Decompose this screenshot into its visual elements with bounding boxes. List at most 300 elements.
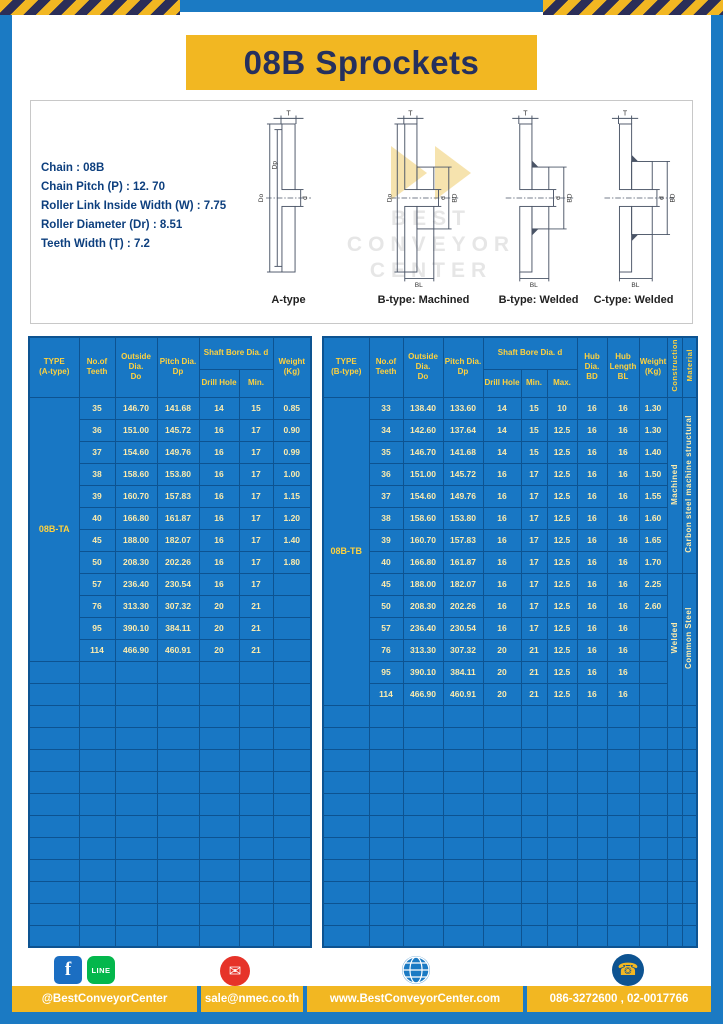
table-row	[29, 683, 311, 705]
cell	[115, 859, 157, 881]
email-icon: ✉	[220, 956, 250, 986]
cell: 16	[577, 397, 607, 419]
social-handle: @BestConveyorCenter	[41, 993, 168, 1005]
cell	[79, 793, 115, 815]
diagram-a-type	[236, 109, 341, 306]
cell	[79, 925, 115, 947]
table-row	[29, 815, 311, 837]
cell: 45	[79, 529, 115, 551]
cell	[199, 837, 239, 859]
col-header-max: Max.	[547, 369, 577, 397]
cell	[639, 705, 667, 727]
cell	[639, 727, 667, 749]
cell: 202.26	[443, 595, 483, 617]
cell	[157, 771, 199, 793]
cell: 08B-TB	[323, 397, 369, 705]
table-row	[323, 881, 697, 903]
table-row	[323, 463, 697, 485]
dim-label-do: Do	[258, 193, 266, 203]
cell	[639, 661, 667, 683]
cell	[667, 903, 682, 925]
cell: 1.60	[639, 507, 667, 529]
cell	[667, 705, 682, 727]
cell: 17	[521, 573, 547, 595]
table-row	[29, 771, 311, 793]
cell: 50	[79, 551, 115, 573]
page-body	[12, 12, 711, 1012]
dim-label-do: Do	[386, 193, 394, 203]
cell	[682, 705, 697, 727]
cell	[273, 573, 311, 595]
cell: 0.85	[273, 397, 311, 419]
cell	[443, 925, 483, 947]
cell: 12.5	[547, 551, 577, 573]
cell: 16	[607, 573, 639, 595]
cell: 16	[607, 551, 639, 573]
cell: 17	[521, 617, 547, 639]
spec-line: Chain Pitch (P) : 12. 70	[41, 181, 165, 193]
cell: 1.00	[273, 463, 311, 485]
cell	[369, 903, 403, 925]
cell	[577, 859, 607, 881]
table-row	[323, 639, 697, 661]
table-row	[323, 617, 697, 639]
cell	[607, 705, 639, 727]
cell	[443, 771, 483, 793]
dim-label-dp: Dp	[271, 161, 279, 170]
cell: 2.25	[639, 573, 667, 595]
spec-line: Roller Link Inside Width (W) : 7.75	[41, 200, 227, 212]
cell	[403, 925, 443, 947]
cell: 384.11	[157, 617, 199, 639]
cell: 16	[577, 573, 607, 595]
cell: 137.64	[443, 419, 483, 441]
cell	[403, 705, 443, 727]
cell: 151.00	[403, 463, 443, 485]
website-link[interactable]: www.BestConveyorCenter.com	[329, 993, 501, 1005]
cell	[157, 661, 199, 683]
cell	[483, 705, 521, 727]
cell	[682, 881, 697, 903]
cell	[547, 837, 577, 859]
cell: 149.76	[157, 441, 199, 463]
cell	[547, 771, 577, 793]
cell	[239, 815, 273, 837]
cell	[29, 749, 79, 771]
table-row	[323, 837, 697, 859]
cell: 1.40	[639, 441, 667, 463]
cell: 16	[577, 507, 607, 529]
cell: 16	[607, 397, 639, 419]
email-link[interactable]: sale@nmec.co.th	[204, 993, 300, 1005]
table-row	[323, 551, 697, 573]
cell	[667, 925, 682, 947]
line-app-icon: LINE	[87, 956, 115, 984]
cell	[239, 683, 273, 705]
cell	[547, 881, 577, 903]
cell	[199, 793, 239, 815]
cell: 149.76	[443, 485, 483, 507]
cell: 17	[239, 463, 273, 485]
diagram-caption: A-type	[271, 294, 306, 306]
cell: 12.5	[547, 529, 577, 551]
cell	[443, 705, 483, 727]
cell: 460.91	[443, 683, 483, 705]
cell	[521, 859, 547, 881]
cell: 16	[483, 617, 521, 639]
cell: 16	[577, 419, 607, 441]
cell: 16	[607, 639, 639, 661]
cell	[521, 925, 547, 947]
cell	[639, 925, 667, 947]
cell	[239, 925, 273, 947]
cell: 146.70	[115, 397, 157, 419]
cell: 188.00	[115, 529, 157, 551]
cell	[273, 881, 311, 903]
cell	[239, 705, 273, 727]
cell: 38	[369, 507, 403, 529]
cell: 390.10	[403, 661, 443, 683]
cell: 1.65	[639, 529, 667, 551]
cell	[369, 815, 403, 837]
col-header-hub-length: Hub Length BL	[607, 337, 639, 397]
cell	[607, 815, 639, 837]
footer-website-segment	[307, 986, 523, 1012]
cell: 35	[369, 441, 403, 463]
cell	[199, 683, 239, 705]
diagram-c-type-welded	[581, 109, 686, 306]
cell: 313.30	[115, 595, 157, 617]
cell	[157, 925, 199, 947]
cell	[323, 793, 369, 815]
cell: 12.5	[547, 617, 577, 639]
cell: 16	[483, 595, 521, 617]
cell: 20	[199, 617, 239, 639]
col-header-construction: Construction	[667, 337, 682, 397]
cell: 390.10	[115, 617, 157, 639]
table-row	[29, 793, 311, 815]
cell: 16	[483, 463, 521, 485]
cell	[607, 859, 639, 881]
diagram-b-type-machined	[371, 109, 476, 306]
title-banner	[186, 35, 537, 90]
diagram-caption: C-type: Welded	[593, 294, 674, 306]
cell: 182.07	[157, 529, 199, 551]
cell	[273, 749, 311, 771]
cell: 1.80	[273, 551, 311, 573]
table-row	[323, 595, 697, 617]
cell	[273, 793, 311, 815]
cell	[115, 925, 157, 947]
cell: 15	[521, 441, 547, 463]
cell	[273, 639, 311, 661]
cell: 12.5	[547, 639, 577, 661]
cell	[239, 903, 273, 925]
cell: 76	[369, 639, 403, 661]
cell: Common Steel	[682, 573, 697, 705]
watermark-text-line: CENTER	[369, 259, 493, 282]
cell: 16	[199, 573, 239, 595]
table-row	[29, 749, 311, 771]
table-row	[29, 903, 311, 925]
table-row	[323, 815, 697, 837]
cell	[577, 837, 607, 859]
cell: 15	[521, 419, 547, 441]
cell	[443, 859, 483, 881]
cell: 50	[369, 595, 403, 617]
cell	[682, 727, 697, 749]
cell: 16	[577, 485, 607, 507]
diagram-panel	[30, 100, 693, 324]
cell	[29, 925, 79, 947]
cell	[157, 815, 199, 837]
cell	[577, 815, 607, 837]
cell	[667, 793, 682, 815]
cell: 37	[369, 485, 403, 507]
cell	[323, 815, 369, 837]
table-row	[323, 705, 697, 727]
cell: 17	[521, 463, 547, 485]
spec-line: Teeth Width (T) : 7.2	[41, 238, 150, 250]
col-header-min: Min.	[521, 369, 547, 397]
cell	[239, 727, 273, 749]
cell: 16	[577, 617, 607, 639]
cell	[199, 925, 239, 947]
col-header-type: TYPE (A-type)	[29, 337, 79, 397]
cell	[639, 815, 667, 837]
cell	[199, 903, 239, 925]
table-row	[323, 529, 697, 551]
cell	[115, 727, 157, 749]
cell: 157.83	[443, 529, 483, 551]
table-row	[29, 881, 311, 903]
cell: 16	[607, 463, 639, 485]
cell: 1.30	[639, 397, 667, 419]
cell	[323, 903, 369, 925]
cell	[239, 859, 273, 881]
cell	[273, 617, 311, 639]
cell: 307.32	[157, 595, 199, 617]
cell: 236.40	[403, 617, 443, 639]
cell	[443, 881, 483, 903]
table-row	[323, 793, 697, 815]
cell	[607, 793, 639, 815]
cell: 16	[577, 551, 607, 573]
cell	[577, 925, 607, 947]
globe-icon	[400, 954, 432, 986]
cell	[273, 661, 311, 683]
cell: 16	[199, 441, 239, 463]
cell: 16	[577, 441, 607, 463]
cell	[403, 771, 443, 793]
cell	[483, 793, 521, 815]
col-header-outside-dia: Outside Dia. Do	[403, 337, 443, 397]
cell: 34	[369, 419, 403, 441]
col-header-weight: Weight (Kg)	[639, 337, 667, 397]
cell	[607, 881, 639, 903]
cell	[403, 793, 443, 815]
cell	[29, 859, 79, 881]
cell	[369, 771, 403, 793]
dim-label-d: d	[302, 196, 310, 200]
cell	[239, 793, 273, 815]
cell	[547, 705, 577, 727]
cell: 16	[607, 617, 639, 639]
cell: 202.26	[157, 551, 199, 573]
cell: 16	[577, 529, 607, 551]
cell: 307.32	[443, 639, 483, 661]
cell: 39	[79, 485, 115, 507]
col-header-pitch-dia: Pitch Dia. Dp	[443, 337, 483, 397]
watermark-text-line: BEST	[390, 207, 471, 230]
dim-label-bd: BD	[669, 193, 677, 203]
table-b	[322, 336, 698, 948]
cell: 16	[607, 661, 639, 683]
cell: 17	[239, 507, 273, 529]
cell: 40	[369, 551, 403, 573]
cell	[521, 815, 547, 837]
cell	[79, 903, 115, 925]
cell: 12.5	[547, 463, 577, 485]
cell	[79, 771, 115, 793]
cell	[115, 881, 157, 903]
cell: 17	[239, 485, 273, 507]
cell: 21	[521, 683, 547, 705]
cell: 14	[483, 441, 521, 463]
cell: 17	[521, 485, 547, 507]
table-row	[323, 749, 697, 771]
cell	[273, 595, 311, 617]
cell: 45	[369, 573, 403, 595]
cell: 40	[79, 507, 115, 529]
cell	[273, 727, 311, 749]
col-header-shaft-bore: Shaft Bore Dia. d	[483, 337, 577, 369]
cell	[239, 771, 273, 793]
cell	[79, 661, 115, 683]
dim-label-d: d	[555, 196, 563, 200]
cell	[577, 771, 607, 793]
cell: 16	[199, 551, 239, 573]
cell: 12.5	[547, 573, 577, 595]
cell: 146.70	[403, 441, 443, 463]
cell	[29, 683, 79, 705]
cell: 16	[199, 485, 239, 507]
cell	[483, 815, 521, 837]
table-row	[323, 507, 697, 529]
cell	[443, 837, 483, 859]
cell: 12.5	[547, 507, 577, 529]
table-row	[323, 771, 697, 793]
table-row	[323, 925, 697, 947]
cell	[483, 925, 521, 947]
cell: 21	[239, 639, 273, 661]
cell: 153.80	[157, 463, 199, 485]
cell	[547, 925, 577, 947]
table-a-header	[29, 337, 311, 397]
cell: 0.90	[273, 419, 311, 441]
cell: 114	[369, 683, 403, 705]
cell	[682, 793, 697, 815]
cell	[239, 837, 273, 859]
cell: 208.30	[115, 551, 157, 573]
table-row	[323, 661, 697, 683]
dim-label-t: T	[622, 110, 628, 118]
col-header-teeth: No.of Teeth	[79, 337, 115, 397]
cell	[483, 727, 521, 749]
cell	[157, 793, 199, 815]
cell: 182.07	[443, 573, 483, 595]
cell: 08B-TA	[29, 397, 79, 661]
cell	[483, 749, 521, 771]
cell	[682, 837, 697, 859]
cell	[29, 903, 79, 925]
cell: 37	[79, 441, 115, 463]
cell	[239, 661, 273, 683]
cell	[323, 749, 369, 771]
footer-email-segment	[201, 986, 303, 1012]
cell: 2.60	[639, 595, 667, 617]
cell	[199, 881, 239, 903]
cell: 16	[483, 551, 521, 573]
cell	[29, 837, 79, 859]
table-b-header	[323, 337, 697, 397]
cell	[682, 749, 697, 771]
cell: 158.60	[403, 507, 443, 529]
diagram-b-type-welded	[486, 109, 591, 306]
cell	[369, 727, 403, 749]
cell: Machined	[667, 397, 682, 573]
table-row	[323, 397, 697, 419]
cell	[273, 705, 311, 727]
cell	[369, 837, 403, 859]
phone-icon: ☎	[612, 954, 644, 986]
table-row	[323, 903, 697, 925]
cell: 17	[239, 441, 273, 463]
cell	[639, 837, 667, 859]
cell	[157, 727, 199, 749]
table-row	[323, 419, 697, 441]
cell	[79, 815, 115, 837]
table-row	[29, 727, 311, 749]
cell	[547, 815, 577, 837]
hazard-stripe-right	[543, 0, 723, 15]
cell	[443, 749, 483, 771]
cell	[323, 705, 369, 727]
cell	[29, 661, 79, 683]
cell	[157, 881, 199, 903]
cell: 133.60	[443, 397, 483, 419]
cell	[369, 793, 403, 815]
cell: 12.5	[547, 683, 577, 705]
cell: 20	[199, 639, 239, 661]
cell: 14	[483, 419, 521, 441]
cell	[157, 683, 199, 705]
cell	[639, 881, 667, 903]
cell: Carbon steel machine structural	[682, 397, 697, 573]
cell	[607, 771, 639, 793]
cell	[521, 749, 547, 771]
cell	[639, 859, 667, 881]
table-row	[323, 573, 697, 595]
cell: 20	[483, 661, 521, 683]
col-header-teeth: No.of Teeth	[369, 337, 403, 397]
table-row	[29, 705, 311, 727]
table-row	[29, 925, 311, 947]
cell: 0.99	[273, 441, 311, 463]
col-header-pitch-dia: Pitch Dia. Dp	[157, 337, 199, 397]
cell	[682, 859, 697, 881]
cell: 10	[547, 397, 577, 419]
